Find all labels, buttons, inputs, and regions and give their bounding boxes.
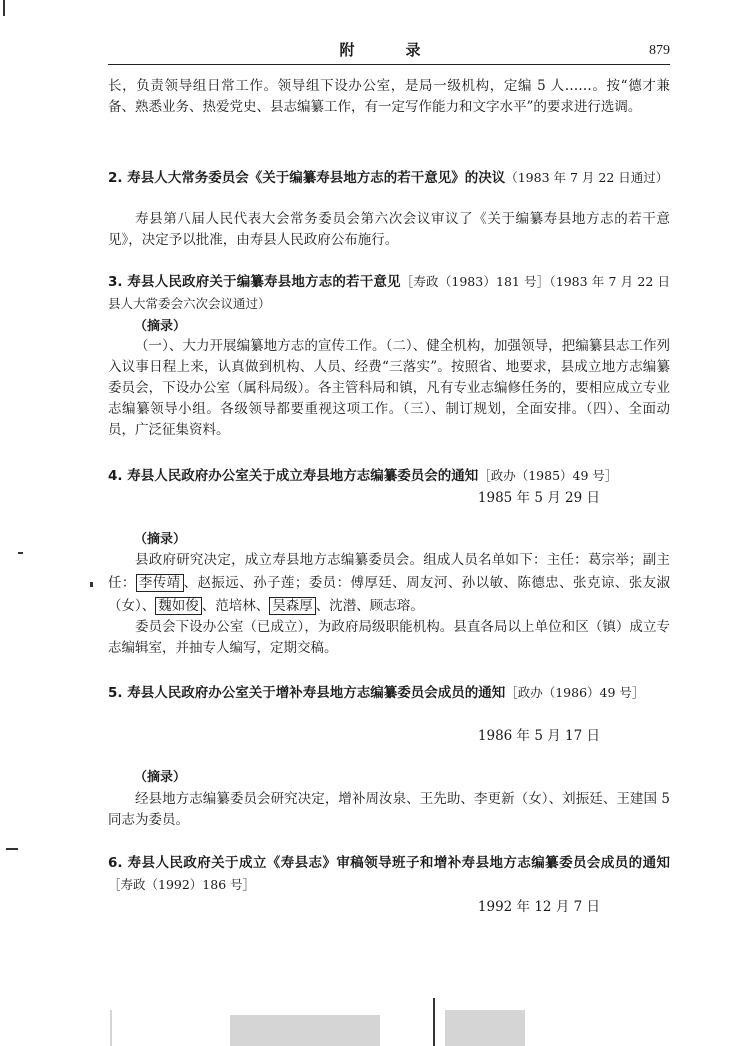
section-4-excerpt-label: （摘录） bbox=[134, 532, 187, 547]
section-2-heading-block bbox=[108, 167, 670, 189]
section-4-body-part-2: 、赵振远、孙子莲；委员：傅厚廷、周友河、孙以敏、陈德忠、张克谅、张友淑（女）、 bbox=[108, 575, 671, 614]
section-3-note: （1983 年 7 月 22 日县人大常委会六次会议通过） bbox=[108, 274, 670, 311]
boxed-name-2: 魏如俊 bbox=[155, 597, 202, 615]
continuation-paragraph: 长，负责领导组日常工作。领导组下设办公室，是局一级机构，定编 5 人……。按“德才兼备、熟悉业务、热爱党史、县志编纂工作，有一定写作能力和文字水平”的要求进行选调。 bbox=[108, 78, 670, 115]
section-5-doc-number: ［政办（1986）49 号］ bbox=[505, 685, 645, 700]
section-4-date: 1985 年 5 月 29 日 bbox=[477, 490, 600, 506]
page-number: 879 bbox=[649, 43, 670, 58]
running-header bbox=[108, 38, 670, 65]
section-5-body: 经县地方志编纂委员会研究决定，增补周汝泉、王先助、李更新（女）、刘振廷、王建国 5 同志为委员。 bbox=[108, 791, 670, 828]
section-3-excerpt-label: （摘录） bbox=[134, 319, 187, 334]
boxed-name-3: 吴森厚 bbox=[269, 597, 316, 615]
section-2-heading: 2. 寿县人大常务委员会《关于编纂寿县地方志的若干意见》的决议 bbox=[108, 170, 506, 186]
section-2-body: 寿县第八届人民代表大会常务委员会第六次会议审议了《关于编纂寿县地方志的若干意见》，决定予以批准，由寿县人民政府公布施行。 bbox=[108, 211, 670, 248]
section-4-heading: 4. 寿县人民政府办公室关于成立寿县地方志编纂委员会的通知 bbox=[108, 468, 479, 484]
section-3-body: （一）、大力开展编纂地方志的宣传工作。（二）、健全机构，加强领导，把编纂县志工作列入议事日程上来，认真做到机构、人员、经费“三落实”。按照省、地要求，县成立地方志编纂委员会，下设办公室（属科局级）。各主管科局和镇，凡有专业志编修任务的，要相应成立专业志编纂领导小组。各级领导都要重视这项工作。（三）、制订规划，全面安排。（四）、全面动员，广泛征集资料。 bbox=[108, 338, 670, 438]
section-6-heading: 6. 寿县人民政府关于成立《寿县志》审稿领导班子和增补寿县地方志编纂委员会成员的通知 bbox=[108, 855, 670, 871]
section-5-date: 1986 年 5 月 17 日 bbox=[477, 728, 600, 744]
section-3-doc-number: ［寿政（1983）181 号］ bbox=[400, 274, 550, 289]
section-4-body-second: 委员会下设办公室（已成立），为政府局级职能机构。县直各局以上单位和区（镇）成立专志编辑室，并抽专人编写，定期交稿。 bbox=[108, 619, 670, 656]
section-4-body-part-1: 县政府研究决定，成立寿县地方志编纂委员会。组成人员名单如下：主任：葛宗举；副主任： bbox=[108, 552, 670, 591]
section-6-date: 1992 年 12 月 7 日 bbox=[477, 899, 600, 915]
scan-mark bbox=[18, 552, 23, 554]
section-6-doc-number: ［寿政（1992）186 号］ bbox=[108, 877, 256, 892]
section-2-note: （1983 年 7 月 22 日通过） bbox=[505, 170, 669, 185]
section-4-heading-block bbox=[108, 465, 670, 487]
section-4-body-part-4: 、沈潜、顾志瑢。 bbox=[315, 598, 424, 614]
scan-mark bbox=[6, 848, 18, 850]
scan-noise bbox=[230, 1015, 380, 1046]
section-4-body-part-3: 、范培林、 bbox=[201, 598, 270, 614]
section-4-body bbox=[108, 549, 670, 618]
section-6-heading-block bbox=[108, 853, 670, 896]
section-3-heading: 3. 寿县人民政府关于编纂寿县地方志的若干意见 bbox=[108, 274, 401, 290]
boxed-name-1: 李传靖 bbox=[136, 574, 184, 592]
binding-line bbox=[433, 998, 435, 1046]
header-title: 附 录 bbox=[339, 41, 439, 59]
section-5-excerpt-label: （摘录） bbox=[134, 770, 187, 785]
section-5-heading-block bbox=[108, 682, 670, 704]
section-3-heading-block bbox=[108, 271, 670, 315]
scan-mark bbox=[3, 0, 5, 16]
scan-noise bbox=[110, 1010, 112, 1046]
scan-noise bbox=[445, 1010, 525, 1046]
section-5-heading: 5. 寿县人民政府办公室关于增补寿县地方志编纂委员会成员的通知 bbox=[108, 685, 506, 701]
scan-mark bbox=[90, 582, 93, 587]
section-4-doc-number: ［政办（1985）49 号］ bbox=[478, 468, 618, 483]
